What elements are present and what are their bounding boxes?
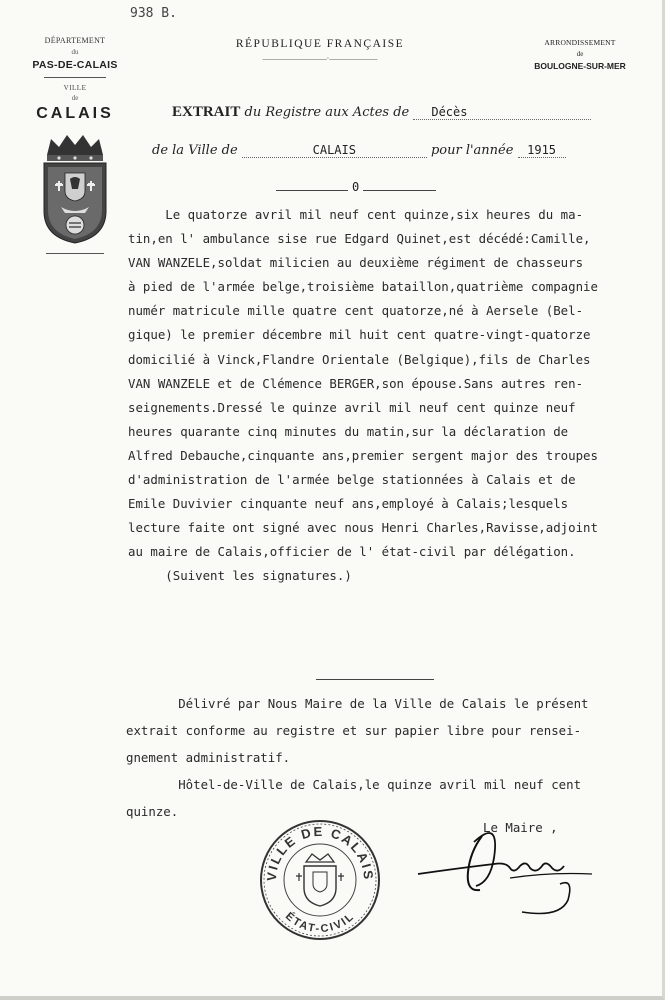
act-body-line: domicilié à Vinck,Flandre Orientale (Belgique),fils de Charles <box>128 351 591 367</box>
de-label-right: de <box>576 50 584 58</box>
de-label: de <box>71 94 79 102</box>
act-body-line: Emile Duvivier cinquante neuf ans,employé à Calais;lesquels <box>128 496 569 512</box>
coat-of-arms-icon <box>41 133 109 245</box>
act-body-line: gique) le premier décembre mil huit cent quatre-vingt-quatorze <box>128 327 591 343</box>
republic-ornament: ————————·—————— <box>262 54 378 63</box>
civil-status-seal-icon <box>258 818 382 942</box>
extrait-heading: EXTRAIT <box>172 104 241 120</box>
act-body-line: Alfred Debauche,cinquante ans,premier sergent major des troupes <box>128 447 598 463</box>
city-name: CALAIS <box>36 105 114 122</box>
annee-label: pour l'année <box>430 143 514 158</box>
delivery-line: extrait conforme au registre et sur papier libre pour rensei- <box>126 723 582 738</box>
left-divider <box>44 77 106 78</box>
zero-separator <box>276 180 436 196</box>
act-body-line: heures quarante cinq minutes du matin,sur la déclaration de <box>128 423 569 439</box>
year-value: 1915 <box>518 143 566 158</box>
act-body-line: VAN WANZELE,soldat milicien au deuxième régiment de chasseurs <box>128 255 584 271</box>
act-body-line: lecture faite ont signé avec nous Henri Charles,Ravisse,adjoint <box>128 520 598 536</box>
arrondissement-label: ARRONDISSEMENT <box>544 38 616 47</box>
ville-label: VILLE <box>63 84 87 92</box>
extract-title-line <box>172 104 592 121</box>
delivery-line: Délivré par Nous Maire de la Ville de Calais le présent <box>126 696 589 711</box>
republic-header <box>175 38 465 63</box>
ville-de-label: de la Ville de <box>152 143 238 158</box>
act-body-text <box>128 203 648 589</box>
seal-top-text: VILLE DE CALAIS <box>263 823 377 882</box>
department-label: DÉPARTEMENT <box>44 36 106 45</box>
act-body-line: numér matricule mille quatre cent quatorze,né à Aersele (Bel- <box>128 303 584 319</box>
svg-text:VILLE DE CALAIS <box>264 824 377 882</box>
arrondissement-name: BOULOGNE-SUR-MER <box>534 61 626 71</box>
delivery-line: Hôtel-de-Ville de Calais,le quinze avril mil neuf cent <box>126 777 582 792</box>
act-body-line: Le quatorze avril mil neuf cent quinze,six heures du ma- <box>128 207 584 222</box>
department-name: PAS-DE-CALAIS <box>32 59 118 71</box>
act-body-line: à pied de l'armée belge,troisième bataillon,quatrième compagnie <box>128 279 598 295</box>
du-label: du <box>71 48 79 56</box>
maire-label: Le Maire , <box>483 820 558 835</box>
act-body-line: tin,en l' ambulance sise rue Edgard Quinet,est décédé:Camille, <box>128 231 591 247</box>
act-body-line: au maire de Calais,officier de l' état-civil par délégation. <box>128 544 576 560</box>
city-value: CALAIS <box>242 143 427 158</box>
extract-city-line <box>152 143 632 158</box>
zero-mark: 0 <box>348 180 363 194</box>
svg-text:ÉTAT-CIVIL <box>283 909 357 935</box>
left-divider-bottom <box>46 253 104 254</box>
act-body-line: VAN WANZELE et de Clémence BERGER,son épouse.Sans autres ren- <box>128 375 584 391</box>
act-type-value: Décès <box>413 105 591 120</box>
delivery-line: quinze. <box>126 804 179 819</box>
republic-title: RÉPUBLIQUE FRANÇAISE <box>235 38 405 50</box>
act-body-line: seignements.Dressé le quinze avril mil neuf cent quinze neuf <box>128 399 576 415</box>
document-number: 938 B. <box>130 6 177 21</box>
act-body-line: d'administration de l'armée belge stationnées à Calais et de <box>128 472 576 488</box>
delivery-statement <box>126 690 648 825</box>
mayor-signature-icon <box>410 812 610 922</box>
right-header <box>515 38 645 71</box>
registre-label: du Registre aux Actes de <box>244 105 410 120</box>
delivery-line: gnement administratif. <box>126 750 291 765</box>
act-body-line: (Suivent les signatures.) <box>128 568 352 584</box>
seal-bottom-text: ÉTAT-CIVIL <box>282 910 358 936</box>
middle-divider <box>316 679 434 680</box>
